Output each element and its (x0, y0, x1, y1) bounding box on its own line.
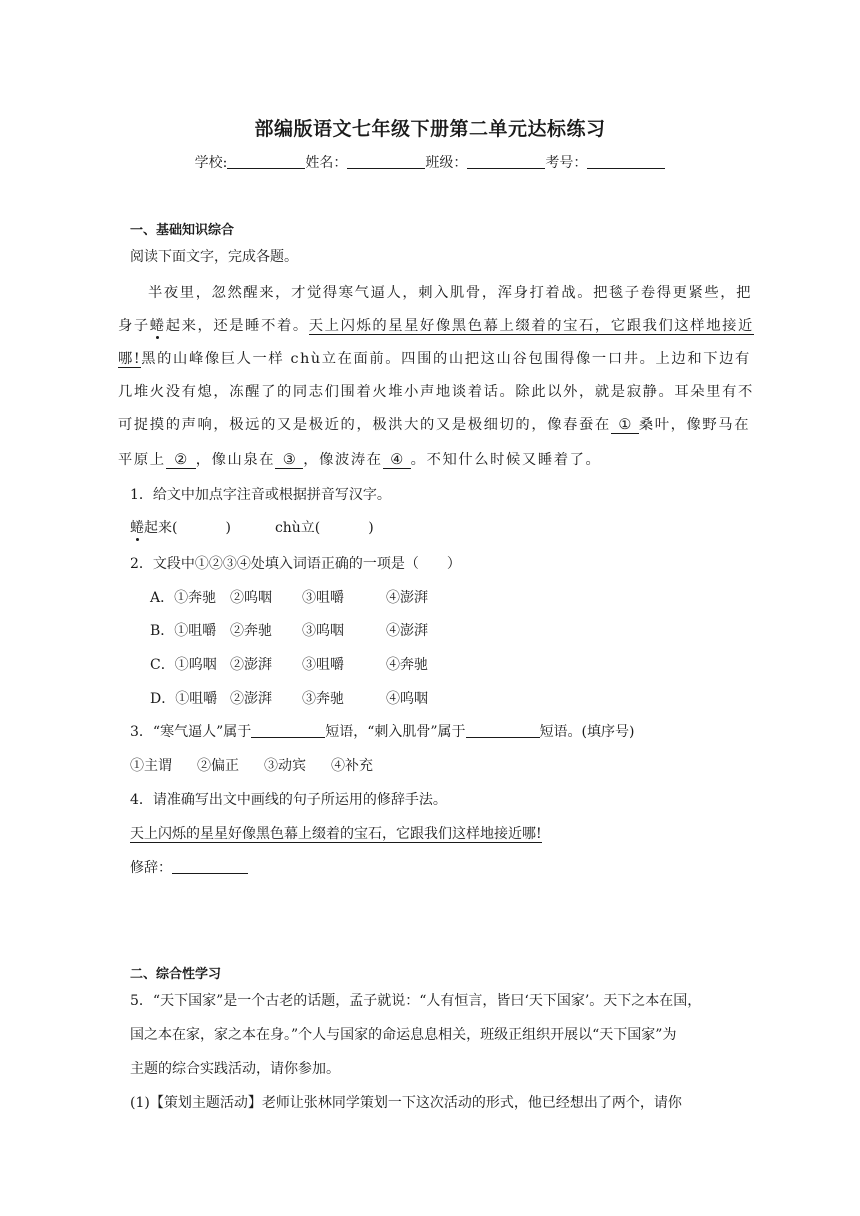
q3-blank-1[interactable] (251, 723, 325, 738)
exam-number-blank[interactable] (587, 154, 665, 169)
q3-blank-2[interactable] (466, 723, 540, 738)
question-1-items: 蜷起来( ) chù立( ) (130, 520, 374, 536)
section-1-heading: 一、基础知识综合 (130, 223, 235, 238)
underlined-sentence: 天上闪烁的星星好像黑色幕上缀着的宝石，它跟我们这样地接近 (308, 318, 754, 334)
blank-1[interactable]: ① (611, 417, 639, 434)
passage-line-2: 身子蜷起来，还是睡不着。天上闪烁的星星好像黑色幕上缀着的宝石，它跟我们这样地接近 (118, 318, 754, 334)
passage-line-3: 哪!黑的山峰像巨人一样 chù立在面前。四围的山把这山谷包围得像一口井。上边和下边有 (118, 351, 751, 367)
question-5-sub-1: (1)【策划主题活动】老师让张林同学策划一下这次活动的形式，他已经想出了两个，请你 (130, 1095, 682, 1111)
school-label: 学校: (194, 155, 228, 171)
question-5-line-1: 5．“天下国家”是一个古老的话题，孟子就说：“人有恒言，皆曰‘天下国家’。天下之本在国， (130, 993, 702, 1009)
option-a[interactable]: A．①奔驰 ②呜咽 ③咀嚼 ④澎湃 (150, 590, 428, 606)
question-2: 2．文段中①②③④处填入词语正确的一项是（ ） (130, 556, 461, 572)
passage-line-1: 半夜里，忽然醒来，才觉得寒气逼人，刺入肌骨，浑身打着战。把毯子卷得更紧些，把 (148, 285, 753, 301)
question-3: 3．“寒气逼人”属于 短语，“刺入肌骨”属于 短语。(填序号) (130, 724, 635, 740)
passage-line-5: 可捉摸的声响，极远的又是极近的，极洪大的又是极细切的，像春蚕在 ① 桑叶，像野马在 (118, 417, 751, 433)
question-4: 4．请准确写出文中画线的句子所运用的修辞手法。 (130, 792, 447, 808)
question-1: 1．给文中加点字注音或根据拼音写汉字。 (130, 487, 391, 503)
class-blank[interactable] (467, 154, 545, 169)
q4-answer-blank[interactable] (172, 859, 248, 874)
student-info-line (0, 152, 860, 172)
class-label: 班级： (425, 155, 468, 171)
question-5-line-2: 国之本在家，家之本在身。”个人与国家的命运息息相关，班级正组织开展以“天下国家”为 (130, 1027, 677, 1043)
option-b[interactable]: B．①咀嚼 ②奔驰 ③呜咽 ④澎湃 (150, 623, 428, 639)
question-5-line-3: 主题的综合实践活动，请你参加。 (130, 1061, 340, 1077)
question-3-codes: ①主谓 ②偏正 ③动宾 ④补充 (130, 758, 373, 774)
question-4-answer: 修辞： (130, 857, 248, 877)
name-label: 姓名： (305, 155, 348, 171)
option-c[interactable]: C．①呜咽 ②澎湃 ③咀嚼 ④奔驰 (150, 657, 428, 673)
school-blank[interactable] (227, 154, 305, 169)
name-blank[interactable] (347, 154, 425, 169)
blank-2[interactable]: ② (166, 452, 196, 469)
page-title: 部编版语文七年级下册第二单元达标练习 (254, 118, 606, 140)
exam-number-label: 考号： (545, 155, 588, 171)
passage-line-6: 平原上 ② ，像山泉在 ③ ，像波涛在 ④ 。不知什么时候又睡着了。 (118, 452, 602, 468)
instruction-text: 阅读下面文字，完成各题。 (130, 249, 298, 265)
blank-4[interactable]: ④ (383, 452, 411, 469)
passage-line-4: 几堆火没有熄，冻醒了的同志们围着火堆小声地谈着话。除此以外，就是寂静。耳朵里有不 (118, 384, 754, 400)
option-d[interactable]: D．①咀嚼 ②澎湃 ③奔驰 ④呜咽 (150, 691, 428, 707)
section-2-heading: 二、综合性学习 (130, 967, 222, 982)
blank-3[interactable]: ③ (275, 452, 303, 469)
dotted-char: 蜷 (149, 318, 166, 334)
question-4-sentence: 天上闪烁的星星好像黑色幕上缀着的宝石，它跟我们这样地接近哪! (130, 826, 542, 842)
